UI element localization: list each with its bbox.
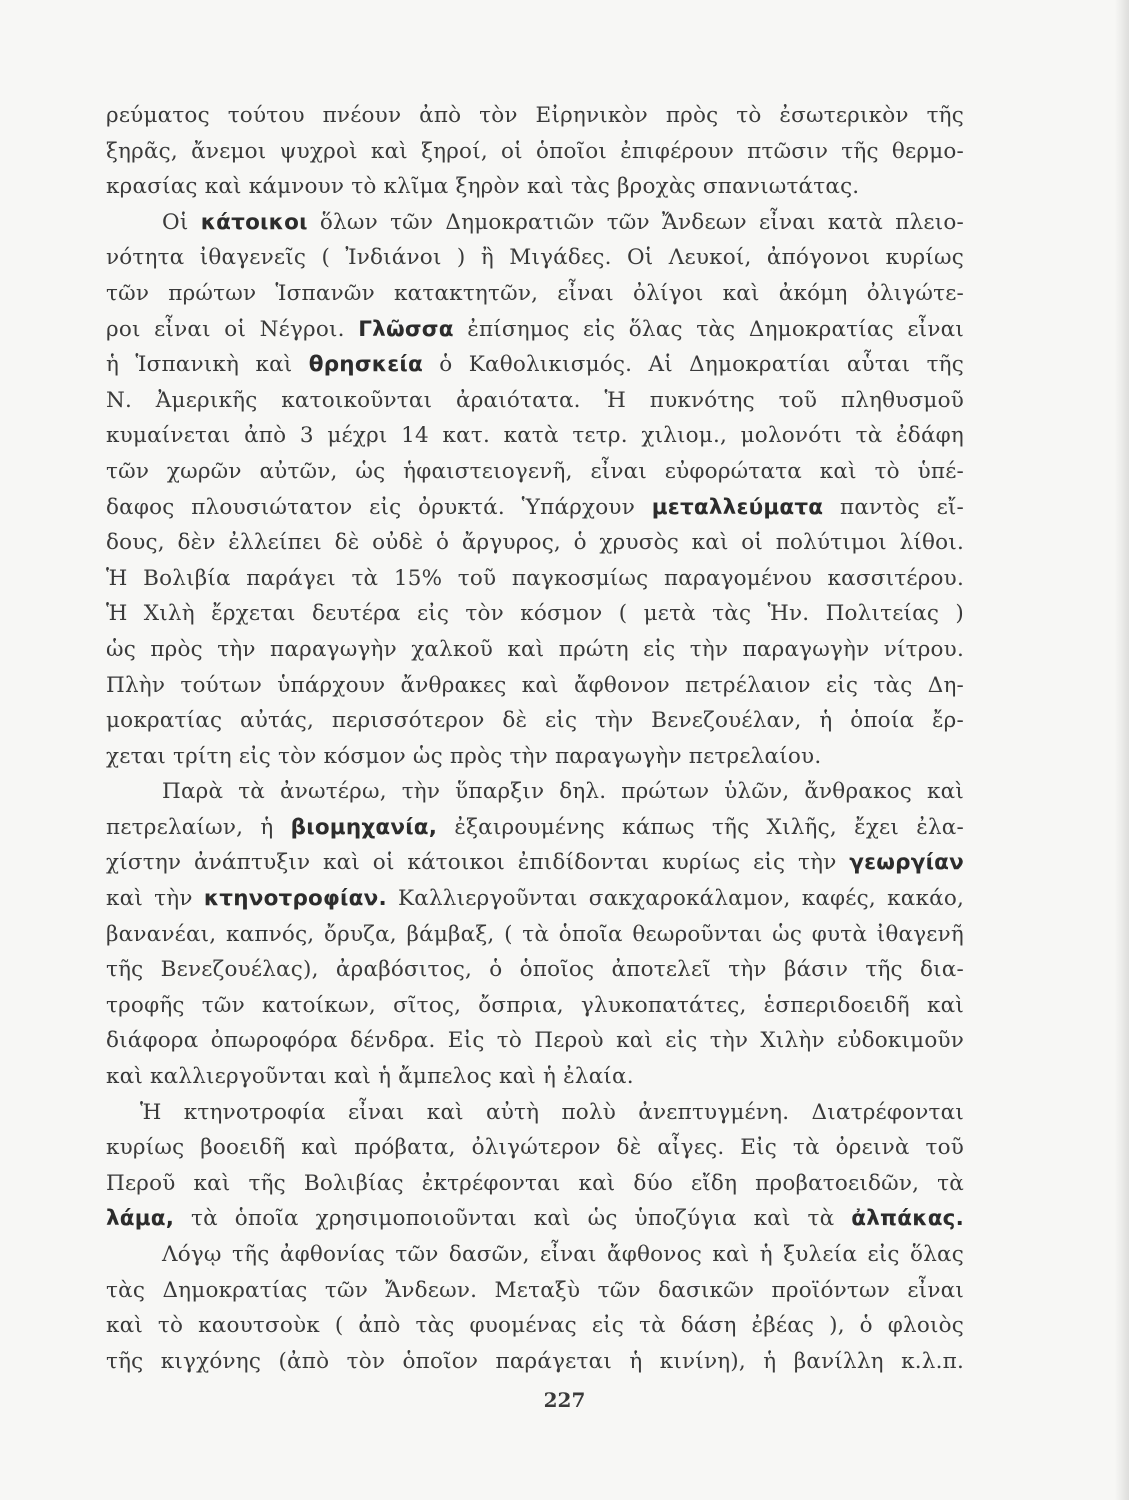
- text-line: χεται τρίτη εἰς τὸν κόσμον ὡς πρὸς τὴν παραγωγὴν πετρελαίου.: [106, 743, 822, 769]
- text-line: Ἡ Χιλὴ ἔρχεται δευτέρα εἰς τὸν κόσμον ( μετὰ τὰς Ἡν. Πολιτείας ): [106, 601, 964, 627]
- text-line: ἡ Ἱσπανικὴ καὶ θρησκεία ὁ Καθολικισμός. Αἱ Δημοκρατίαι αὗται τῆς: [106, 352, 964, 378]
- text-line: πετρελαίων, ἡ βιομηχανία, ἐξαιρουμένης κάπως τῆς Χιλῆς, ἔχει ἐλα-: [106, 814, 964, 840]
- keyword-georgian: γεωργίαν: [849, 850, 964, 876]
- text-line: Λόγῳ τῆς ἀφθονίας τῶν δασῶν, εἶναι ἄφθονος καὶ ἡ ξυλεία εἰς ὅλας: [162, 1242, 964, 1267]
- page-number: 227: [543, 1388, 586, 1412]
- text-line: Ν. Ἀμερικῆς κατοικοῦνται ἀραιότατα. Ἡ πυκνότης τοῦ πληθυσμοῦ: [106, 387, 964, 413]
- text-line: Ἡ Βολιβία παράγει τὰ 15% τοῦ παγκοσμίως παραγομένου κασσιτέρου.: [106, 565, 964, 591]
- keyword-thriskeia: θρησκεία: [308, 352, 423, 378]
- keyword-viomichania: βιομηχανία,: [290, 814, 438, 840]
- text-line: ροι εἶναι οἱ Νέγροι. Γλῶσσα ἐπίσημος εἰς ὅλας τὰς Δημοκρατίας εἶναι: [106, 316, 964, 342]
- text-line: χίστην ἀνάπτυξιν καὶ οἱ κάτοικοι ἐπιδίδονται κυρίως εἰς τὴν γεωργίαν: [106, 850, 964, 876]
- text-line: ὡς πρὸς τὴν παραγωγὴν χαλκοῦ καὶ πρώτη εἰς τὴν παραγωγὴν νίτρου.: [106, 636, 964, 662]
- text-line: τῆς Βενεζουέλας), ἀραβόσιτος, ὁ ὁποῖος ἀποτελεῖ τὴν βάσιν τῆς δια-: [106, 957, 964, 983]
- page-edge-shadow: [1115, 0, 1129, 1500]
- text-line: τῶν χωρῶν αὐτῶν, ὡς ἡφαιστειογενῆ, εἶναι εὐφορώτατα καὶ τὸ ὑπέ-: [106, 458, 964, 484]
- text-line: καὶ τὸ καουτσοὺκ ( ἀπὸ τὰς φυομένας εἰς τὰ δάση ἐβέας ), ὁ φλοιὸς: [106, 1313, 964, 1339]
- text-line: ξηρᾶς, ἄνεμοι ψυχροὶ καὶ ξηροί, οἱ ὁποῖοι ἐπιφέρουν πτῶσιν τῆς θερμο-: [106, 138, 964, 164]
- keyword-alpakas: ἀλπάκας.: [851, 1206, 964, 1232]
- text-line: ρεύματος τούτου πνέουν ἀπὸ τὸν Εἰρηνικὸν πρὸς τὸ ἐσωτερικὸν τῆς: [106, 103, 964, 128]
- text-line: Ἡ κτηνοτροφία εἶναι καὶ αὐτὴ πολὺ ἀνεπτυγμένη. Διατρέφονται: [140, 1099, 964, 1125]
- text-line: τὰς Δημοκρατίας τῶν Ἄνδεων. Μεταξὺ τῶν δασικῶν προϊόντων εἶναι: [106, 1277, 964, 1303]
- text-line: καὶ καλλιεργοῦνται καὶ ἡ ἄμπελος καὶ ἡ ἐλαία.: [106, 1064, 634, 1090]
- text-line: κυρίως βοοειδῆ καὶ πρόβατα, ὀλιγώτερον δὲ αἶγες. Εἰς τὰ ὀρεινὰ τοῦ: [106, 1135, 964, 1161]
- text-line: τροφῆς τῶν κατοίκων, σῖτος, ὄσπρια, γλυκοπατάτες, ἑσπεριδοειδῆ καὶ: [106, 992, 964, 1018]
- keyword-katoikoi: κάτοικοι: [200, 209, 308, 235]
- text-line: νότητα ἰθαγενεῖς ( Ἰνδιάνοι ) ἢ Μιγάδες. Οἱ Λευκοί, ἀπόγονοι κυρίως: [106, 245, 964, 271]
- text-line: κρασίας καὶ κάμνουν τὸ κλῖμα ξηρὸν καὶ τὰς βροχὰς σπανιωτάτας.: [106, 174, 860, 200]
- text-line: δους, δὲν ἐλλείπει δὲ οὐδὲ ὁ ἄργυρος, ὁ χρυσὸς καὶ οἱ πολύτιμοι λίθοι.: [106, 530, 964, 556]
- text-line: διάφορα ὀπωροφόρα δένδρα. Εἰς τὸ Περοὺ καὶ εἰς τὴν Χιλὴν εὐδοκιμοῦν: [106, 1028, 964, 1054]
- text-line: τῆς κιγχόνης (ἀπὸ τὸν ὁποῖον παράγεται ἡ κινίνη), ἡ βανίλλη κ.λ.π.: [106, 1348, 964, 1374]
- text-line: Παρὰ τὰ ἀνωτέρω, τὴν ὕπαρξιν δηλ. πρώτων ὑλῶν, ἄνθρακος καὶ: [162, 779, 964, 805]
- text-line: Περοῦ καὶ τῆς Βολιβίας ἐκτρέφονται καὶ δύο εἴδη προβατοειδῶν, τὰ: [106, 1170, 964, 1196]
- text-line: λάμα, τὰ ὁποῖα χρησιμοποιοῦνται καὶ ὡς ὑποζύγια καὶ τὰ ἀλπάκας.: [106, 1206, 964, 1232]
- keyword-lama: λάμα,: [106, 1206, 175, 1232]
- text-line: Οἱ κάτοικοι ὅλων τῶν Δημοκρατιῶν τῶν Ἄνδεων εἶναι κατὰ πλειο-: [162, 209, 964, 235]
- text-line: κυμαίνεται ἀπὸ 3 μέχρι 14 κατ. κατὰ τετρ. χιλιομ., μολονότι τὰ ἐδάφη: [106, 423, 964, 449]
- keyword-ktinotrofian: κτηνοτροφίαν.: [203, 886, 387, 912]
- body-text: [106, 98, 964, 1379]
- text-line: βανανέαι, καπνός, ὄρυζα, βάμβαξ, ( τὰ ὁποῖα θεωροῦνται ὡς φυτὰ ἰθαγενῆ: [106, 921, 964, 947]
- keyword-metalleymata: μεταλλεύματα: [651, 494, 824, 520]
- text-line: μοκρατίας αὐτάς, περισσότερον δὲ εἰς τὴν Βενεζουέλαν, ἡ ὁποία ἔρ-: [106, 708, 964, 734]
- text-line: Πλὴν τούτων ὑπάρχουν ἄνθρακες καὶ ἄφθονον πετρέλαιον εἰς τὰς Δη-: [106, 672, 964, 698]
- text-line: τῶν πρώτων Ἱσπανῶν κατακτητῶν, εἶναι ὀλίγοι καὶ ἀκόμη ὀλιγώτε-: [106, 280, 964, 306]
- text-line: δαφος πλουσιώτατον εἰς ὀρυκτά. Ὑπάρχουν μεταλλεύματα παντὸς εἴ-: [106, 494, 964, 520]
- keyword-glossa: Γλῶσσα: [358, 316, 454, 342]
- text-line: καὶ τὴν κτηνοτροφίαν. Καλλιεργοῦνται σακχαροκάλαμον, καφές, κακάο,: [106, 886, 964, 912]
